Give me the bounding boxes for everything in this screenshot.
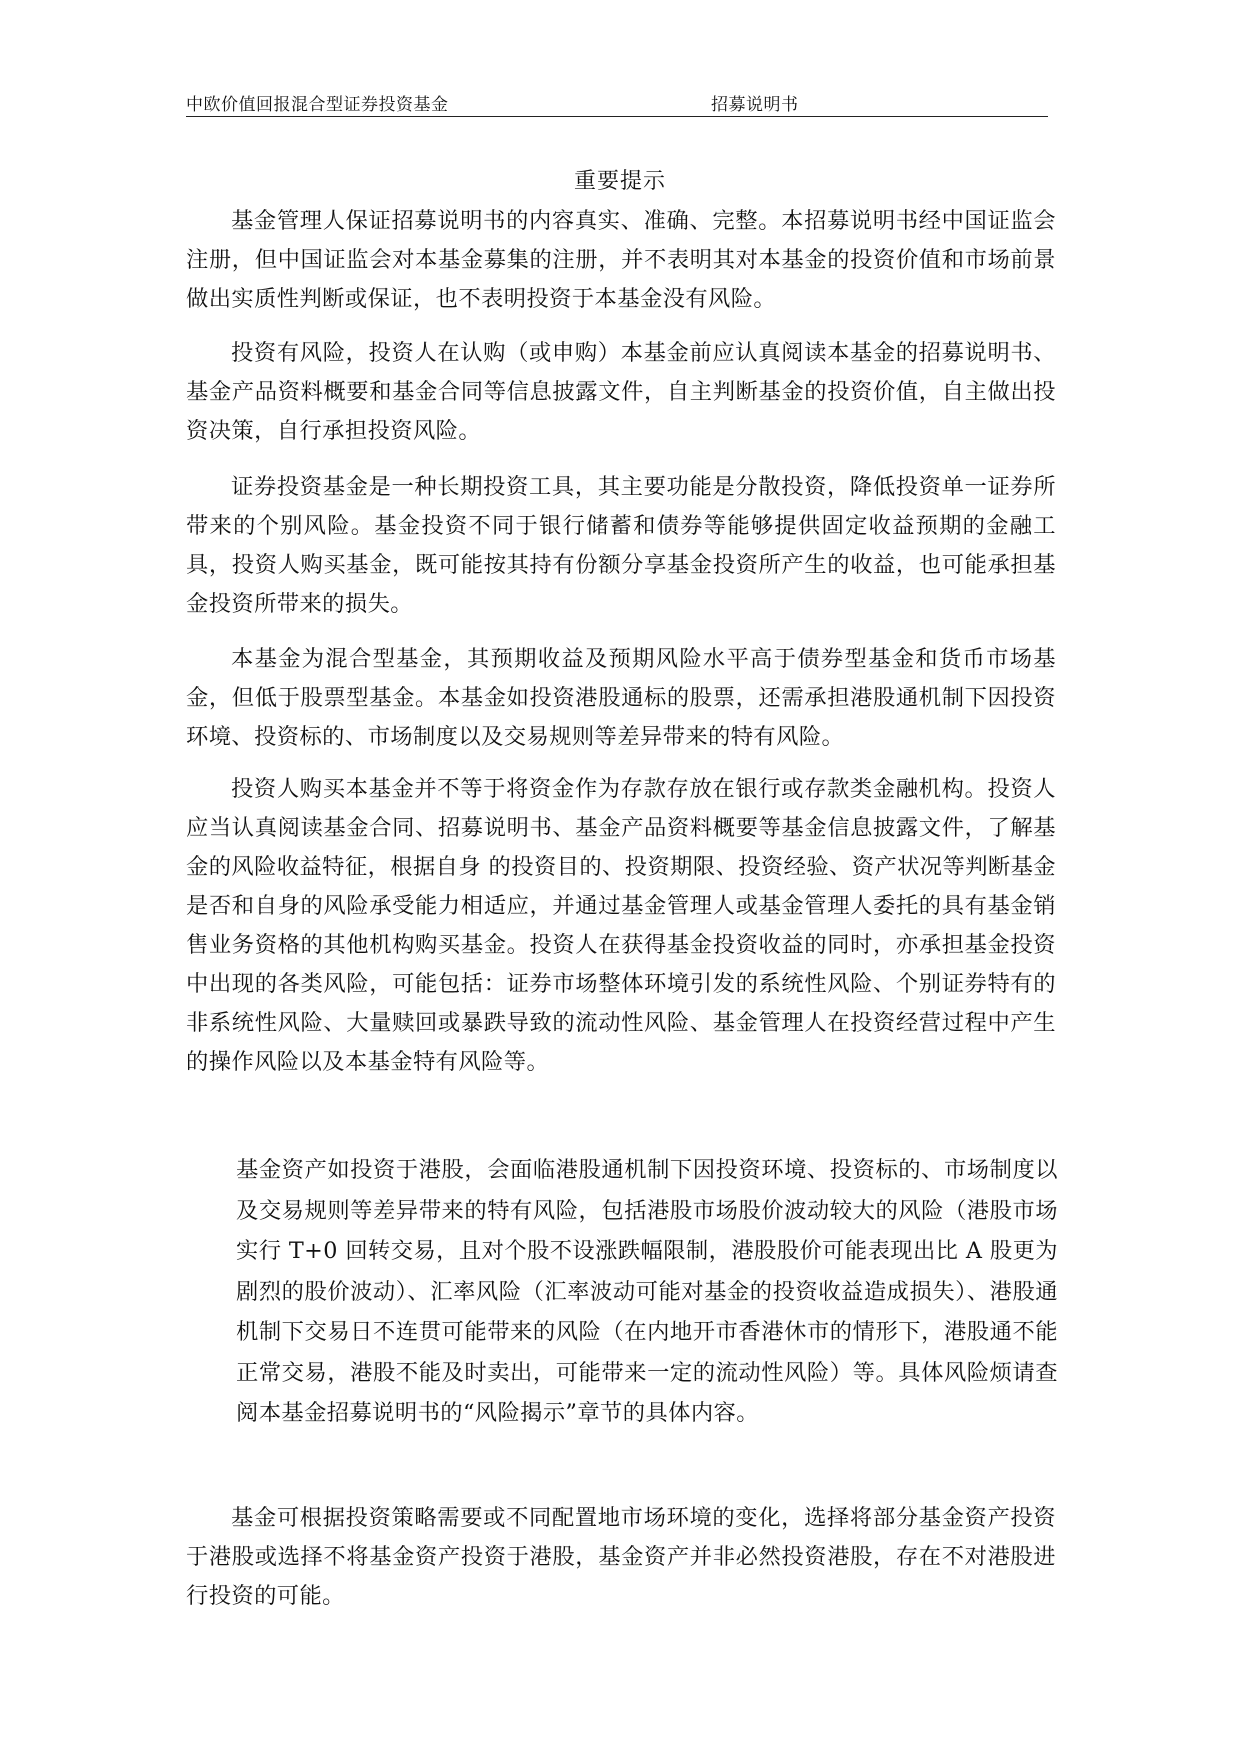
page-header: [186, 88, 1048, 117]
paragraph-2: 投资有风险，投资人在认购（或申购）本基金前应认真阅读本基金的招募说明书、基金产品资料概要和基金合同等信息披露文件，自主判断基金的投资价值，自主做出投资决策，自行承担投资风险。: [186, 340, 1056, 444]
page-title: 重要提示: [573, 169, 666, 194]
paragraph-3: 证券投资基金是一种长期投资工具，其主要功能是分散投资，降低投资单一证券所带来的个别风险。基金投资不同于银行储蓄和债券等能够提供固定收益预期的金融工具，投资人购买基金，既可能按其持有份额分享基金投资所产生的收益，也可能承担基金投资所带来的损失。: [186, 474, 1056, 617]
paragraph-5: 投资人购买本基金并不等于将资金作为存款存放在银行或存款类金融机构。投资人应当认真阅读基金合同、招募说明书、基金产品资料概要等基金信息披露文件，了解基金的风险收益特征，根据自身 的投资目的、投资期限、投资经验、资产状况等判断基金是否和自身的风险承受能力相适应，并通过基金管理人或基金管理人委托的具有基金销售业务资格的其他机构购买基金。投资人在获得基金投资收益的同时，亦承担基金投资中出现的各类风险，可能包括：证券市场整体环境引发的系统性风险、个别证券特有的非系统性风险、大量赎回或暴跌导致的流动性风险、基金管理人在投资经营过程中产生的操作风险以及本基金特有风险等。: [186, 776, 1056, 1075]
header-fund-name: 中欧价值回报混合型证券投资基金: [186, 95, 449, 115]
header-doc-type: 招募说明书: [711, 95, 799, 115]
paragraph-6: 基金资产如投资于港股，会面临港股通机制下因投资环境、投资标的、市场制度以及交易规则等差异带来的特有风险，包括港股市场股价波动较大的风险（港股市场实行 T+0 回转交易，且对个股不设涨跌幅限制，港股股价可能表现出比 A 股更为剧烈的股价波动）、汇率风险（汇率波动可能对基金的投资收益造成损失）、港股通机制下交易日不连贯可能带来的风险（在内地开市香港休市的情形下，港股通不能正常交易，港股不能及时卖出，可能带来一定的流动性风险）等。具体风险烦请查阅本基金招募说明书的“风险揭示”章节的具体内容。: [236, 1157, 1058, 1426]
paragraph-4: 本基金为混合型基金，其预期收益及预期风险水平高于债券型基金和货币市场基金，但低于股票型基金。本基金如投资港股通标的股票，还需承担港股通机制下因投资环境、投资标的、市场制度以及交易规则等差异带来的特有风险。: [186, 646, 1056, 750]
paragraph-7: 基金可根据投资策略需要或不同配置地市场环境的变化，选择将部分基金资产投资于港股或选择不将基金资产投资于港股，基金资产并非必然投资港股，存在不对港股进行投资的可能。: [186, 1505, 1056, 1609]
paragraph-1: 基金管理人保证招募说明书的内容真实、准确、完整。本招募说明书经中国证监会注册，但中国证监会对本基金募集的注册，并不表明其对本基金的投资价值和市场前景做出实质性判断或保证，也不表明投资于本基金没有风险。: [186, 208, 1056, 312]
